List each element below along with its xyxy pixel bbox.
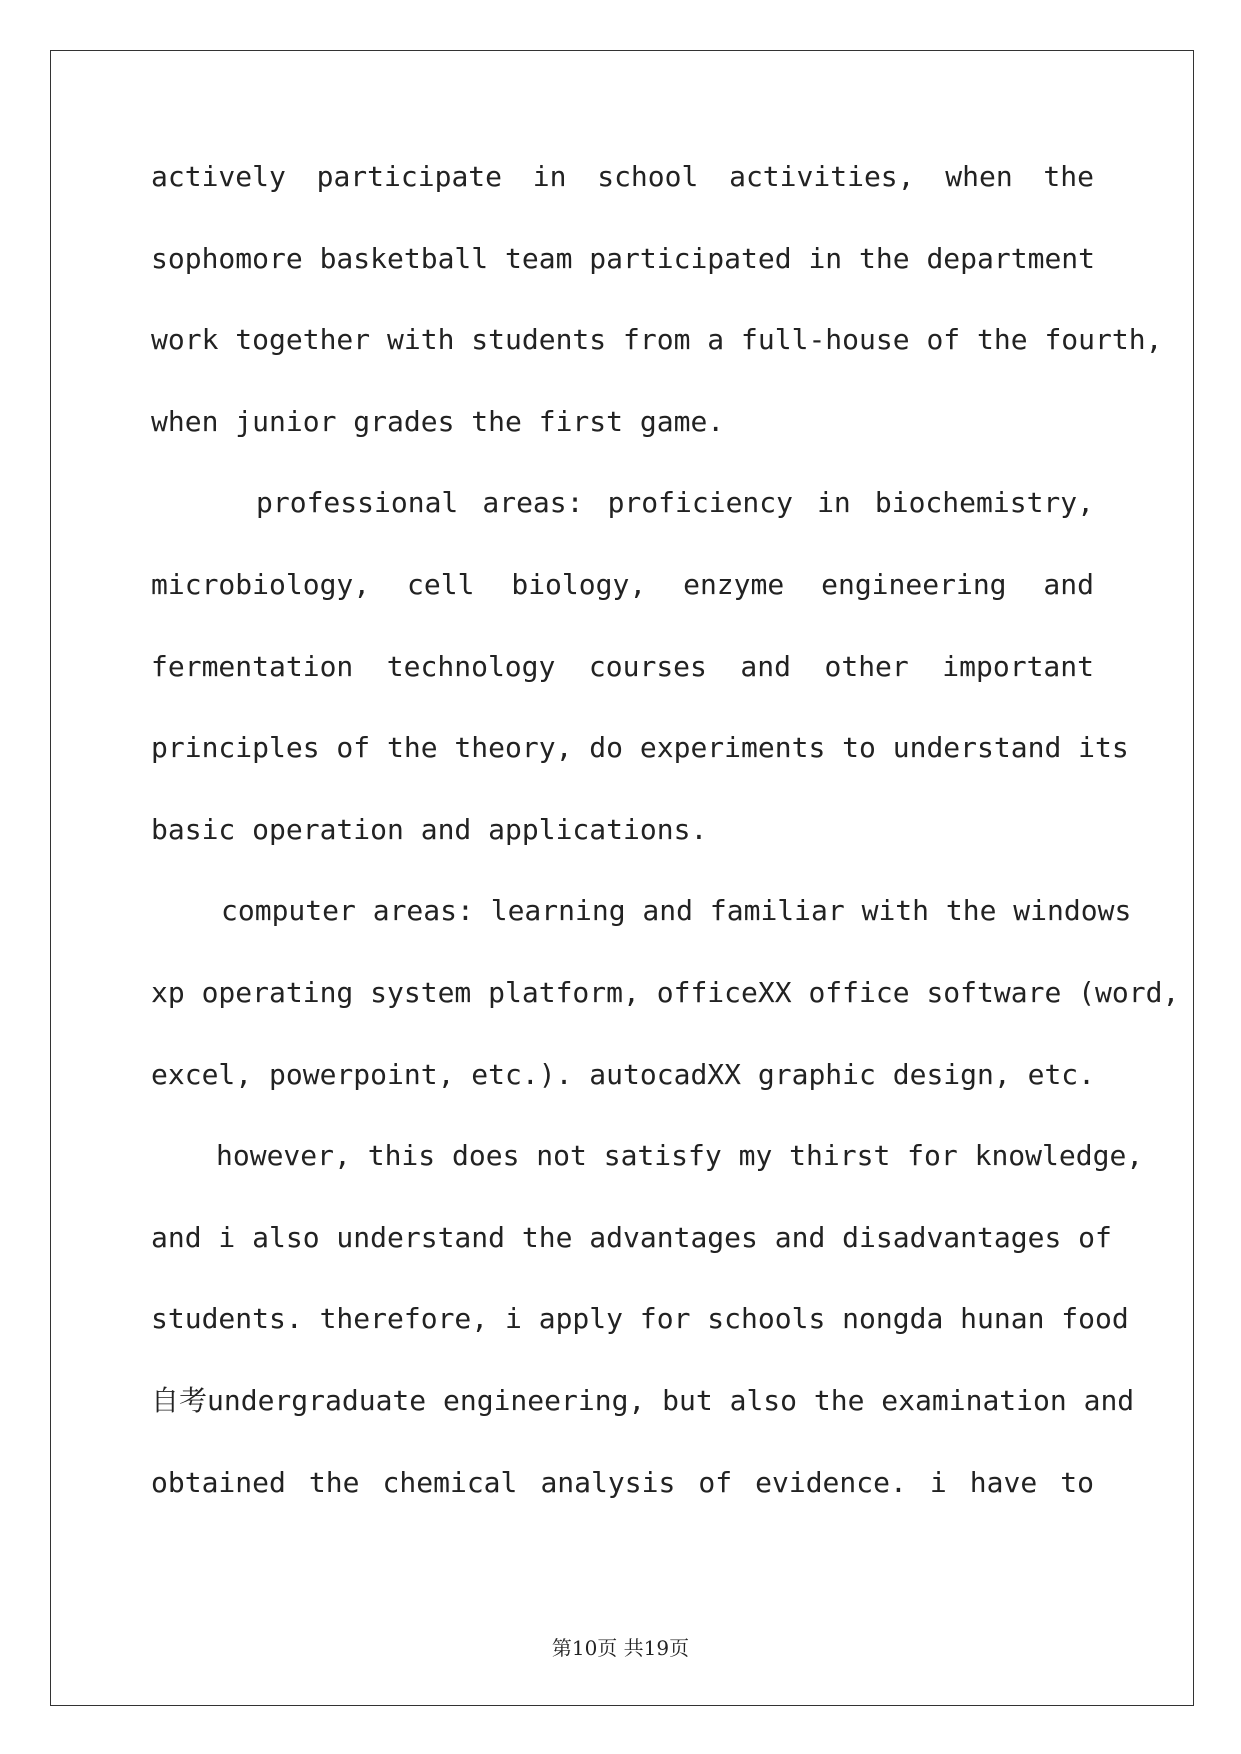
text-line: and i also understand the advantages and disadvantages of xyxy=(151,1220,1112,1254)
text-line: sophomore basketball team participated in the department xyxy=(151,241,1096,275)
text-line: obtained the chemical analysis of evidence. i have to xyxy=(151,1465,1094,1499)
text-line: students. therefore, i apply for schools nongda hunan food xyxy=(151,1302,1129,1336)
text-line: principles of the theory, do experiments to understand its xyxy=(151,731,1129,765)
text-line: fermentation technology courses and other important xyxy=(151,649,1094,683)
text-line: however, this does not satisfy my thirst for knowledge, xyxy=(216,1139,1144,1173)
page-number-footer: 第10页 共19页 xyxy=(551,1636,690,1660)
text-line: actively participate in school activities, when the xyxy=(151,160,1094,193)
text-line: excel, powerpoint, etc.). autocadXX graphic design, etc. xyxy=(151,1057,1096,1091)
text-line: computer areas: learning and familiar with the windows xyxy=(221,894,1132,928)
text-line: work together with students from a full-house of the fourth, xyxy=(151,323,1163,357)
text-line: professional areas: proficiency in biochemistry, xyxy=(256,486,1094,520)
text-line: when junior grades the first game. xyxy=(151,404,725,438)
text-line: xp operating system platform, officeXX office software (word, xyxy=(151,975,1180,1009)
document-body xyxy=(151,160,1180,1548)
text-line: microbiology, cell biology, enzyme engineering and xyxy=(151,567,1094,601)
text-line: 自考undergraduate engineering, but also the examination and xyxy=(151,1383,1135,1417)
text-line: basic operation and applications. xyxy=(151,812,708,846)
